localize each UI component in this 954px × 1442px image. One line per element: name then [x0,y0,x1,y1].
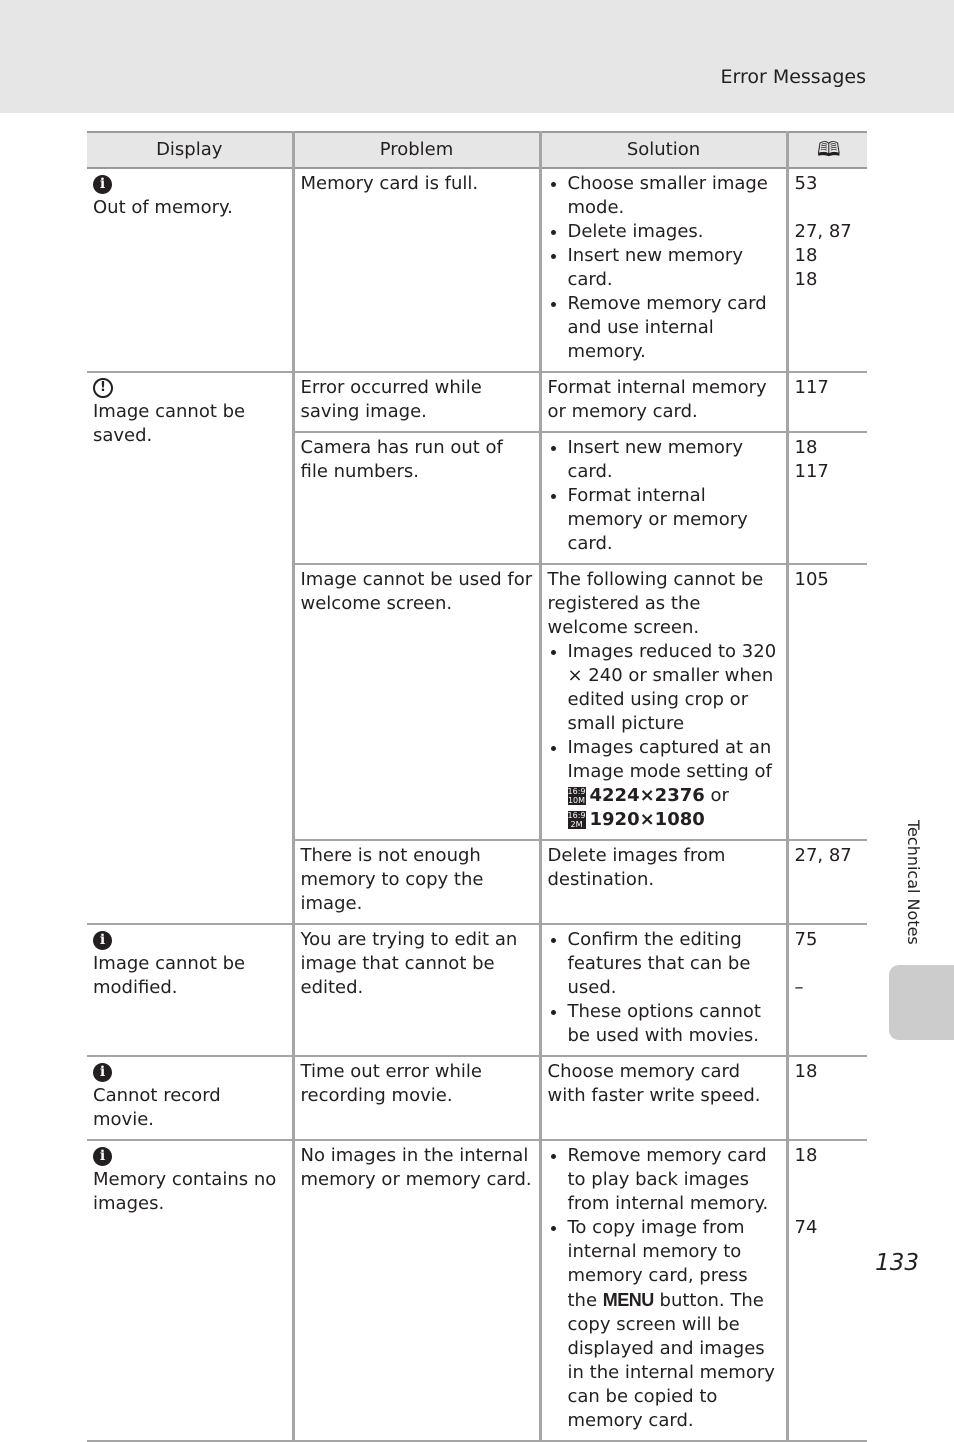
table-row [87,1056,867,1140]
solution-cell: Format internal memory or memory card. [540,372,787,432]
page-ref: 74 [794,1217,818,1238]
problem-cell: There is not enough memory to copy the image. [293,840,540,924]
problem-cell: Error occurred while saving image. [293,372,540,432]
solution-item: • Remove memory card to play back images from internal memory. [568,1144,781,1216]
section-side-label: Technical Notes [904,820,923,945]
solution-item: • These options cannot be used with movies. [568,1000,781,1048]
page-ref-cell [787,432,867,564]
page-ref [795,952,863,976]
image-mode-16-9-2m-icon: 16:9 2M [567,811,586,829]
display-cell [87,372,293,924]
page-ref-cell [787,168,867,372]
menu-button-label: MENU [602,1290,654,1310]
solution-item: • Insert new memory card. [568,244,781,292]
header-reference [787,132,867,168]
page-ref [795,1192,863,1216]
problem-cell: Image cannot be used for welcome screen. [293,564,540,840]
solution-item [568,1216,781,1433]
page-ref [795,196,863,220]
solution-cell [540,432,787,564]
solution-item: • Images reduced to 320 × 240 or smaller when edited using crop or small picture [568,640,781,736]
display-text: Image cannot be modified. [93,953,246,998]
header-band [0,0,954,113]
page-ref-cell [787,924,867,1056]
solution-item: • Format internal memory or memory card. [568,484,781,556]
display-cell [87,924,293,1056]
solution-item-text: To copy image from internal memory to memory card, press the [567,1217,748,1311]
page-ref: 117 [794,461,829,482]
section-title: Error Messages [720,66,866,88]
page-ref: – [794,977,804,998]
solution-cell [540,168,787,372]
page-ref-cell [787,1056,867,1140]
page-ref: 18 [794,269,818,290]
solution-item-text: Images captured at an Image mode setting of [567,737,772,782]
solution-cell [540,924,787,1056]
warning-icon: ! [93,378,113,398]
info-icon: i [93,1063,112,1082]
page-ref: 27, 87 [794,845,852,866]
problem-cell: Time out error while recording movie. [293,1056,540,1140]
or-text: or [710,785,729,806]
problem-cell: Camera has run out of file numbers. [293,432,540,564]
image-mode-16-9-10m-icon: 16:9 10M [567,787,586,805]
page-ref: 105 [794,569,829,590]
solution-item [568,736,781,832]
page-ref: 27, 87 [794,221,852,242]
table-row [87,924,867,1056]
page-ref-cell [787,564,867,840]
table-row [87,372,867,432]
page-ref: 18 [794,437,818,458]
section-tab [889,965,954,1040]
info-icon: i [93,931,112,950]
page-ref: 18 [794,1061,818,1082]
solution-item: • Delete images. [568,220,781,244]
problem-cell: You are trying to edit an image that cannot be edited. [293,924,540,1056]
page-ref [795,1168,863,1192]
error-messages-table [87,131,867,1442]
page-ref: 117 [794,377,829,398]
solution-cell: Delete images from destination. [540,840,787,924]
problem-cell: No images in the internal memory or memory card. [293,1140,540,1441]
header-solution: Solution [540,132,787,168]
problem-cell: Memory card is full. [293,168,540,372]
table-row [87,1140,867,1441]
display-text: Out of memory. [93,197,233,218]
page-ref: 18 [794,245,818,266]
solution-item: • Confirm the editing features that can be used. [568,928,781,1000]
page-ref-cell [787,1140,867,1441]
solution-item: • Remove memory card and use internal memory. [568,292,781,364]
page-ref-cell [787,840,867,924]
page-ref: 18 [794,1145,818,1166]
display-text: Memory contains no images. [93,1169,277,1214]
solution-intro: The following cannot be registered as the welcome screen. [547,569,764,638]
display-text: Image cannot be saved. [93,401,246,446]
solution-cell [540,1140,787,1441]
header-display: Display [87,132,293,168]
book-icon: 🕮 [816,137,839,161]
display-cell [87,168,293,372]
solution-item: • Insert new memory card. [568,436,781,484]
info-icon: i [93,175,112,194]
info-icon: i [93,1147,112,1166]
solution-cell: Choose memory card with faster write speed. [540,1056,787,1140]
header-problem: Problem [293,132,540,168]
solution-cell [540,564,787,840]
image-mode-value: 4224×2376 [589,785,705,806]
page-ref: 75 [794,929,818,950]
display-cell [87,1056,293,1140]
image-mode-value: 1920×1080 [589,809,705,830]
solution-item: • Choose smaller image mode. [568,172,781,220]
page-ref-cell [787,372,867,432]
solution-item-text: button. The copy screen will be displayed and images in the internal memory can be copied to memory card. [567,1290,775,1431]
display-cell [87,1140,293,1441]
display-text: Cannot record movie. [93,1085,221,1130]
page-ref: 53 [794,173,818,194]
table-header-row [87,132,867,168]
page-number: 133 [875,1250,919,1276]
table-row [87,168,867,372]
